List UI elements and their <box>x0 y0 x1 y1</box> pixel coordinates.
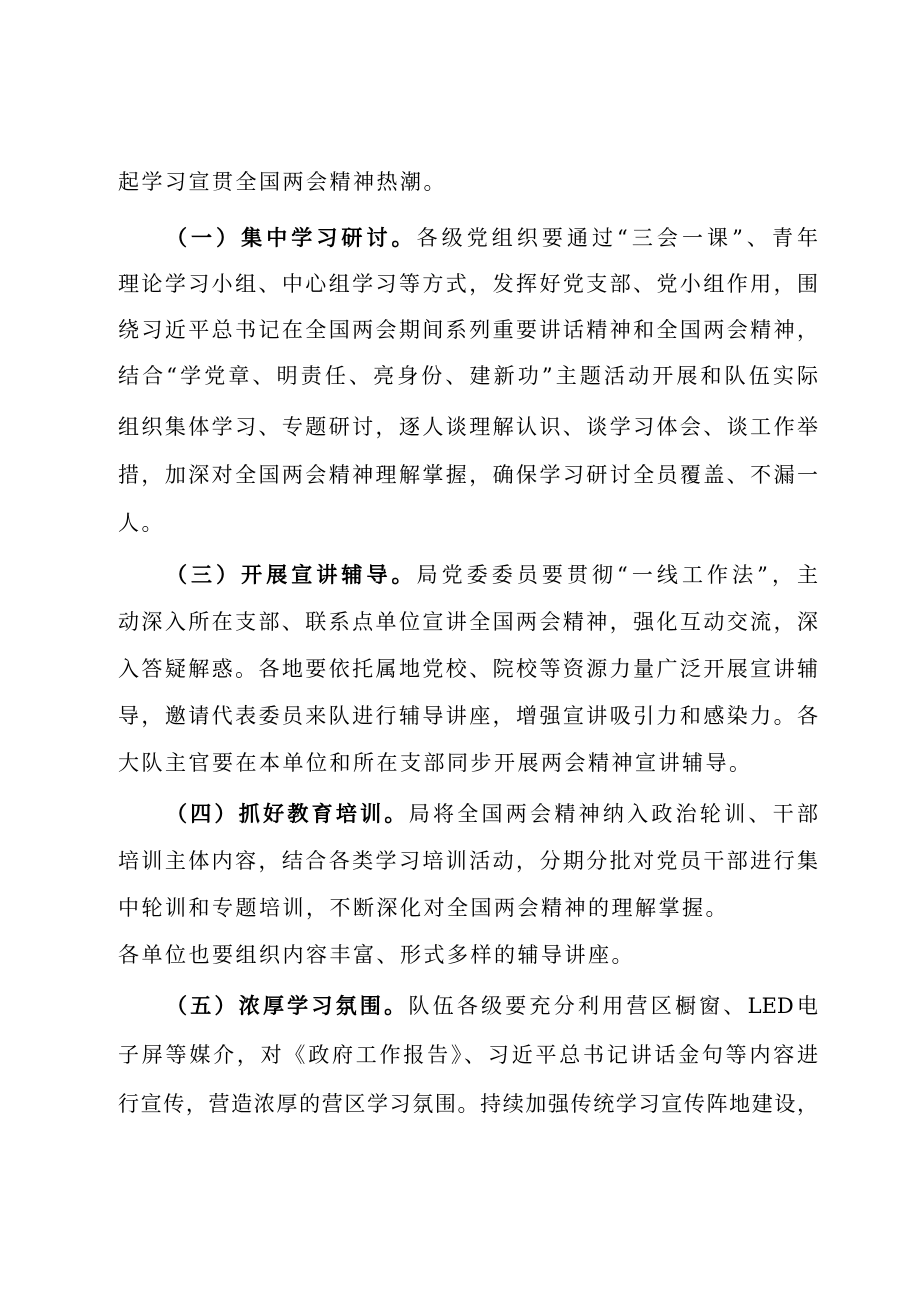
paragraph-line: 理论学习小组、中心组学习等方式，发挥好党支部、党小组作用，围 <box>118 272 818 296</box>
paragraph-line: 大队主官要在本单位和所在支部同步开展两会精神宣讲辅导。 <box>118 751 753 775</box>
paragraph-line: 子屏等媒介，对《政府工作报告》、习近平总书记讲话金句等内容进 <box>118 1043 818 1067</box>
paragraph-line: 培训主体内容，结合各类学习培训活动，分期分批对党员干部进行集 <box>118 849 818 873</box>
paragraph-text: 各级党组织要通过“三会一课”、青年 <box>416 226 818 250</box>
paragraph-line: 措，加深对全国两会精神理解掌握，确保学习研讨全员覆盖、不漏一 <box>118 463 818 487</box>
section-heading: （四）抓好教育培训。 <box>166 802 409 826</box>
paragraph-line: 行宣传，营造浓厚的营区学习氛围。持续加强传统学习宣传阵地建设， <box>118 1092 818 1116</box>
section-heading: （五）浓厚学习氛围。 <box>166 994 409 1018</box>
paragraph-text: 局党委委员要贯彻“一线工作法”，主 <box>416 563 818 587</box>
paragraph-line: 中轮训和专题培训，不断深化对全国两会精神的理解掌握。 <box>118 896 729 920</box>
paragraph-line: 结合“学党章、明责任、亮身份、建新功”主题活动开展和队伍实际 <box>118 364 818 388</box>
paragraph-line: 绕习近平总书记在全国两会期间系列重要讲话精神和全国两会精神， <box>118 318 818 342</box>
section-heading: （三）开展宣讲辅导。 <box>166 563 417 587</box>
paragraph-line: 动深入所在支部、联系点单位宣讲全国两会精神，强化互动交流，深 <box>118 610 818 634</box>
paragraph-line: 导，邀请代表委员来队进行辅导讲座，增强宣讲吸引力和感染力。各 <box>118 704 818 728</box>
paragraph-line: 各单位也要组织内容丰富、形式多样的辅导讲座。 <box>118 943 635 967</box>
paragraph-text: 队伍各级要充分利用营区橱窗、LED电 <box>408 994 818 1018</box>
paragraph-line: 组织集体学习、专题研讨，逐人谈理解认识、谈学习体会、谈工作举 <box>118 415 818 439</box>
paragraph-line: 起学习宣贯全国两会精神热潮。 <box>118 170 447 194</box>
paragraph-line: 入答疑解惑。各地要依托属地党校、院校等资源力量广泛开展宣讲辅 <box>118 657 818 681</box>
section-heading: （一）集中学习研讨。 <box>166 226 417 250</box>
paragraph-first-line <box>166 214 818 262</box>
paragraph-line: 人。 <box>118 511 165 535</box>
paragraph-first-line <box>166 790 818 838</box>
paragraph-text: 局将全国两会精神纳入政治轮训、干部 <box>408 802 819 826</box>
paragraph-first-line <box>166 551 818 599</box>
paragraph-first-line <box>166 982 818 1030</box>
